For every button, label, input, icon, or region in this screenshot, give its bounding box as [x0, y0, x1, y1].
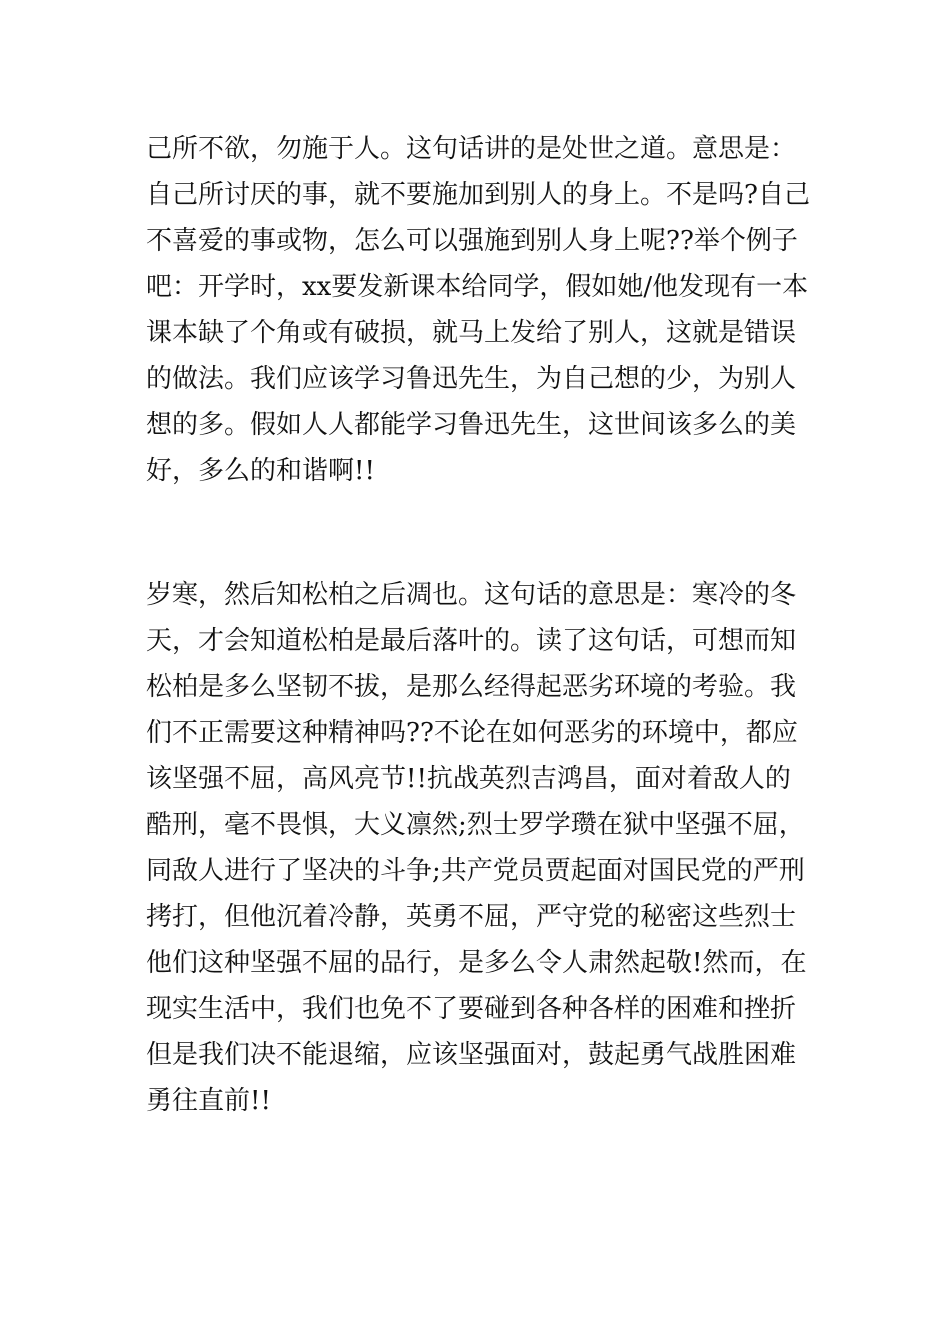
paragraph-line: 勇往直前!!: [146, 1086, 271, 1116]
paragraph-line: 岁寒，然后知松柏之后凋也。这句话的意思是：寒冷的冬: [146, 580, 797, 610]
paragraph-line: 好，多么的和谐啊!!: [146, 456, 375, 486]
paragraph-2: [146, 572, 810, 1124]
paragraph-line: 想的多。假如人人都能学习鲁迅先生，这世间该多么的美: [146, 410, 797, 440]
paragraph-line: 不喜爱的事或物，怎么可以强施到别人身上呢??举个例子: [146, 226, 798, 256]
paragraph-line: 们不正需要这种精神吗??不论在如何恶劣的环境中，都应: [146, 718, 798, 748]
paragraph-line: 该坚强不屈，高风亮节!!抗战英烈吉鸿昌，面对着敌人的: [146, 764, 791, 794]
paragraph-line: 但是我们决不能退缩，应该坚强面对，鼓起勇气战胜困难: [146, 1040, 797, 1070]
paragraph-line: 松柏是多么坚韧不拔，是那么经得起恶劣环境的考验。我: [146, 672, 797, 702]
paragraph-line: 的做法。我们应该学习鲁迅先生，为自己想的少，为别人: [146, 364, 797, 394]
paragraph-line: 天，才会知道松柏是最后落叶的。读了这句话，可想而知: [146, 626, 797, 656]
paragraph-line: 同敌人进行了坚决的斗争;共产党员贾起面对国民党的严刑: [146, 856, 805, 886]
paragraph-1: [146, 126, 810, 494]
paragraph-line: 拷打，但他沉着冷静，英勇不屈，严守党的秘密这些烈士: [146, 902, 797, 932]
paragraph-line: 现实生活中，我们也免不了要碰到各种各样的困难和挫折: [146, 994, 797, 1024]
paragraph-line: 课本缺了个角或有破损，就马上发给了别人，这就是错误: [146, 318, 797, 348]
paragraph-line: 吧：开学时，xx要发新课本给同学，假如她/他发现有一本: [146, 272, 809, 302]
paragraph-line: 自己所讨厌的事，就不要施加到别人的身上。不是吗?自己: [146, 180, 810, 210]
paragraph-line: 己所不欲，勿施于人。这句话讲的是处世之道。意思是：: [146, 134, 797, 164]
paragraph-line: 酷刑，毫不畏惧，大义凛然;烈士罗学瓒在狱中坚强不屈，: [146, 810, 805, 840]
paragraph-line: 他们这种坚强不屈的品行，是多么令人肃然起敬!然而，在: [146, 948, 807, 978]
